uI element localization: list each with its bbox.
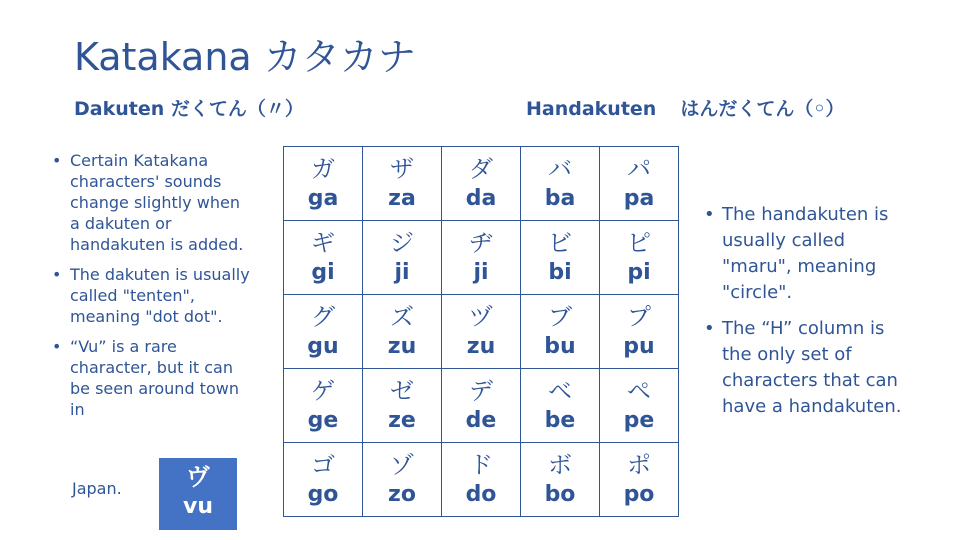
kana-char: ジ [390,228,414,257]
romaji-text: da [465,185,497,211]
vu-box [159,458,237,530]
romaji-text: ze [388,407,416,433]
kana-char: ブ [548,302,572,331]
kana-char: ゴ [311,450,335,479]
romaji-text: po [623,481,655,507]
romaji-text: zo [388,481,416,507]
right-note-item: • The handakuten is usually called "maru", meaning "circle". [704,202,919,306]
grid-row [284,443,679,517]
romaji-text: pi [627,259,651,285]
grid-cell [600,295,679,369]
romaji-text: za [388,185,416,211]
vu-romaji: vu [182,494,213,519]
kana-char: ド [469,450,493,479]
romaji-text: zu [387,333,417,359]
kana-char: パ [627,154,651,183]
handakuten-heading [526,94,844,121]
kana-char: ボ [548,450,572,479]
grid-cell [521,221,600,295]
grid-cell [442,369,521,443]
katakana-grid [283,146,679,517]
romaji-text: de [465,407,497,433]
left-note-item: • Certain Katakana characters' sounds change slightly when a dakuten or handakuten is added. [52,150,252,255]
page-title: Katakana カタカナ [74,35,416,79]
left-note-item: • “Vu” is a rare character, but it can be seen around town in [52,336,252,420]
kana-char: ズ [390,302,414,331]
grid-cell [521,295,600,369]
romaji-text: pu [623,333,655,359]
kana-char: ピ [627,228,651,257]
vu-kana: ヴ [186,463,210,491]
kana-char: ビ [548,228,572,257]
grid-cell [521,443,600,517]
grid-cell [363,369,442,443]
kana-char: ヅ [469,302,493,331]
romaji-text: zu [466,333,496,359]
romaji-text: ge [307,407,339,433]
romaji-text: ba [544,185,576,211]
grid-row [284,147,679,221]
romaji-text: ga [307,185,339,211]
grid-cell [442,295,521,369]
romaji-text: ji [394,259,410,285]
romaji-text: bu [544,333,576,359]
grid-row [284,221,679,295]
kana-char: デ [469,376,493,405]
grid-cell [284,443,363,517]
grid-cell [600,369,679,443]
kana-char: ゲ [311,376,335,405]
romaji-text: go [307,481,339,507]
kana-char: ガ [311,154,335,183]
grid-row [284,295,679,369]
kana-char: プ [627,302,651,331]
grid-cell [284,147,363,221]
romaji-text: bi [548,259,572,285]
grid-cell [363,147,442,221]
dakuten-heading: Dakuten だくてん（〃） [74,98,304,120]
handakuten-heading-en: Handakuten [526,98,657,120]
grid-cell [521,369,600,443]
left-note-continuation: Japan. [72,479,122,498]
grid-cell [600,443,679,517]
grid-cell [442,221,521,295]
grid-cell [284,295,363,369]
grid-cell [284,221,363,295]
romaji-text: do [465,481,497,507]
grid-cell [600,147,679,221]
kana-char: ギ [311,228,335,257]
kana-char: ペ [627,376,651,405]
romaji-text: gi [311,259,335,285]
left-notes-list [52,150,252,434]
grid-cell [363,221,442,295]
romaji-text: gu [307,333,339,359]
grid-cell [442,443,521,517]
romaji-text: pe [623,407,655,433]
grid-cell [521,147,600,221]
grid-row [284,369,679,443]
romaji-text: ji [473,259,489,285]
kana-char: ゾ [390,450,414,479]
grid-cell [600,221,679,295]
kana-char: ダ [469,154,493,183]
left-note-item: • The dakuten is usually called "tenten", meaning "dot dot". [52,264,252,327]
kana-char: ザ [390,154,414,183]
kana-char: ポ [627,450,651,479]
kana-char: ゼ [390,376,414,405]
grid-cell [442,147,521,221]
kana-char: グ [311,302,335,331]
grid-cell [284,369,363,443]
romaji-text: be [544,407,576,433]
handakuten-heading-jp: はんだくてん（◦） [680,98,845,120]
romaji-text: pa [623,185,655,211]
right-note-item: • The “H” column is the only set of characters that can have a handakuten. [704,316,919,420]
kana-char: バ [548,154,572,183]
kana-char: ヂ [469,228,493,257]
grid-cell [363,443,442,517]
grid-cell [363,295,442,369]
romaji-text: bo [544,481,576,507]
kana-char: ベ [548,376,572,405]
right-notes-list [704,202,919,430]
